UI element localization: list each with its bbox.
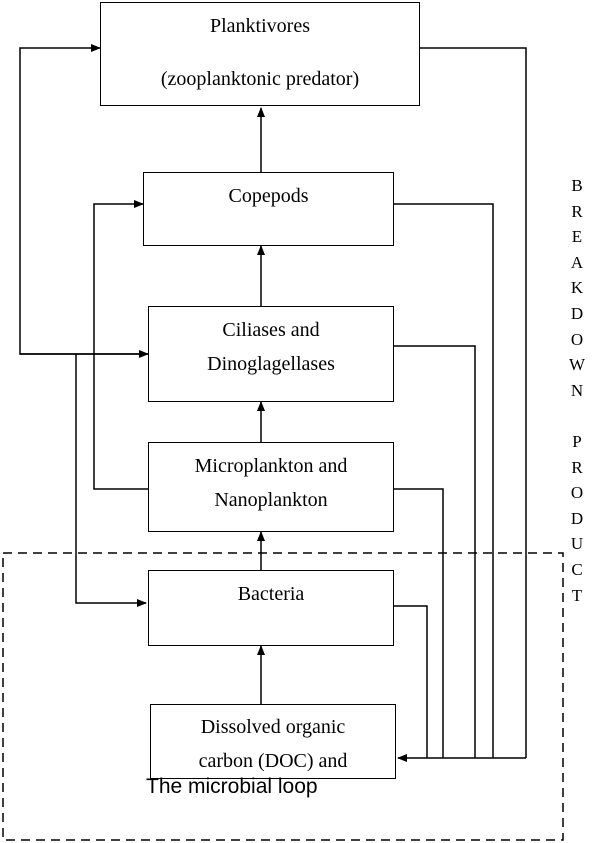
side-label-letter — [567, 403, 587, 429]
side-label-letter: K — [570, 278, 584, 298]
doc-label: Dissolved organic — [200, 716, 346, 738]
side-label-letter: N — [570, 380, 584, 400]
link-bacteria-to-ciliates — [76, 354, 146, 603]
side-label-letter: T — [571, 585, 583, 605]
doc-sublabel: carbon (DOC) and — [198, 750, 348, 772]
return-planktivores — [420, 48, 526, 758]
microbial-loop-title: The microbial loop — [146, 775, 318, 798]
micro-sublabel: Nanoplankton — [214, 489, 328, 511]
side-label-letter: E — [571, 227, 583, 247]
ciliates-label: Ciliases and — [222, 319, 320, 341]
planktivores-sublabel: (zooplanktonic predator) — [160, 68, 360, 90]
side-label-letter: C — [571, 559, 583, 579]
side-label-letter: R — [571, 457, 583, 477]
bacteria-box — [148, 570, 394, 646]
side-label-letter: A — [570, 252, 584, 272]
link-micro-to-copepods — [94, 204, 148, 489]
side-label-letter: D — [570, 508, 584, 528]
planktivores-label: Planktivores — [210, 15, 310, 37]
return-ciliates — [393, 346, 475, 758]
return-bacteria — [393, 606, 427, 758]
micro-label: Microplankton and — [194, 455, 348, 477]
ciliates-box — [148, 306, 394, 402]
side-label-letter: P — [572, 431, 582, 451]
micro-box — [148, 442, 394, 532]
copepods-box — [143, 172, 394, 246]
return-micro — [393, 489, 443, 758]
side-label-letter: B — [571, 176, 583, 195]
side-label-letter: O — [570, 483, 584, 503]
planktivores-box — [100, 2, 420, 106]
side-label-letter: W — [568, 355, 586, 375]
breakdown-product-label — [567, 173, 587, 608]
copepods-label: Copepods — [228, 185, 309, 207]
bacteria-label: Bacteria — [237, 583, 305, 605]
side-label-letter: D — [570, 303, 584, 323]
ciliates-sublabel: Dinoglagellases — [207, 353, 335, 375]
side-label-letter: R — [571, 201, 583, 221]
doc-box — [150, 704, 396, 779]
side-label-letter: U — [570, 534, 584, 554]
side-label-letter: O — [570, 329, 584, 349]
